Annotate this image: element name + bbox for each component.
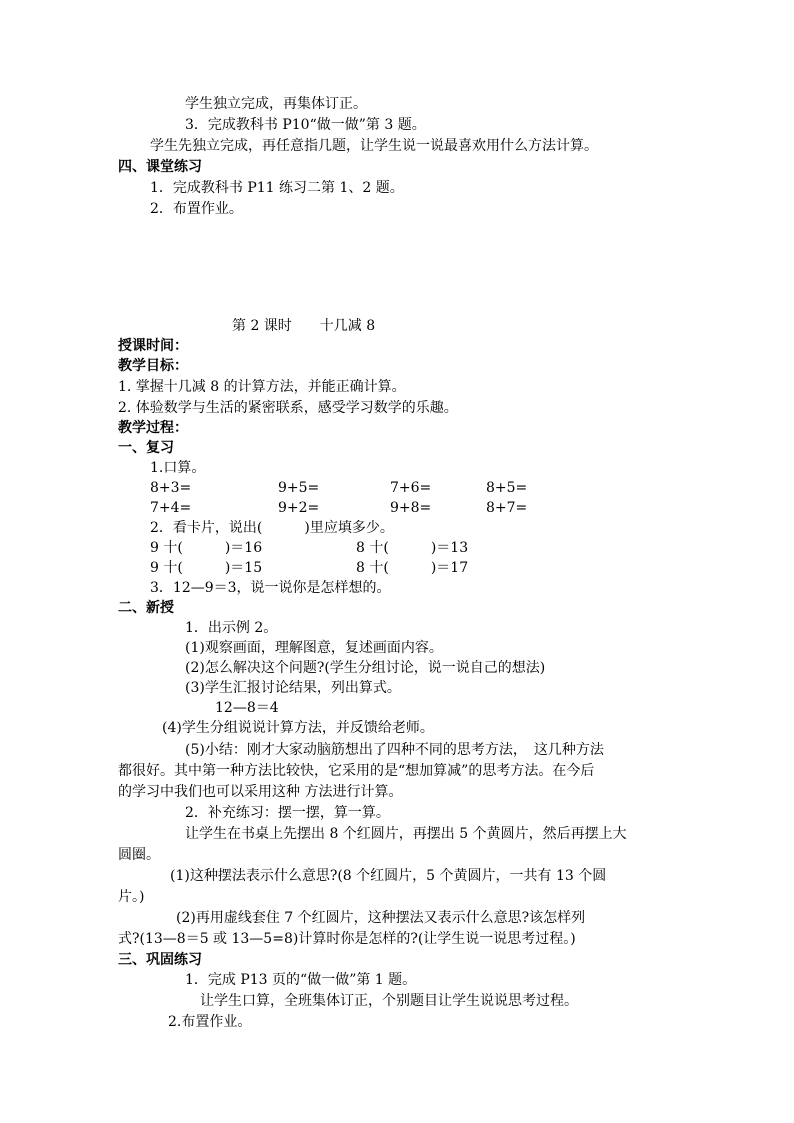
card-equation: 8 十( )＝17 [356, 560, 469, 576]
text-line: 1．出示例 2。 [185, 620, 278, 636]
text-line: (1)观察画面，理解图意，复述画面内容。 [185, 640, 443, 656]
text-line: 1.口算。 [150, 460, 206, 476]
section-heading: 四、课堂练习 [118, 159, 202, 175]
text-line: 的学习中我们也可以采用这种 方法进行计算。 [118, 784, 403, 800]
field-label: 教学目标： [118, 358, 188, 374]
text-line: (3)学生汇报讨论结果，列出算式。 [185, 680, 401, 696]
text-line: (1)这种摆法表示什么意思?(8 个红圆片，5 个黄圆片，一共有 13 个圆 [170, 868, 607, 884]
text-line: 1．完成 P13 页的“做一做”第 1 题。 [185, 972, 417, 988]
card-equation: 9 十( )＝15 [150, 560, 263, 576]
card-equation: 8 十( )＝13 [356, 540, 469, 556]
text-line: 2. 体验数学与生活的紧密联系，感受学习数学的乐趣。 [118, 400, 458, 416]
text-line: 1. 掌握十几减 8 的计算方法，并能正确计算。 [118, 379, 406, 395]
text-line: 2．布置作业。 [150, 201, 243, 217]
text-line: 2.布置作业。 [168, 1014, 252, 1030]
text-line: 1．完成教科书 P11 练习二第 1、2 题。 [150, 180, 404, 196]
text-line: (2)再用虚线套住 7 个红圆片，这种摆法又表示什么意思?该怎样列 [176, 910, 586, 926]
field-label: 授课时间： [118, 338, 188, 354]
text-line: 2．补充练习：摆一摆，算一算。 [185, 805, 390, 821]
calc-cell: 8+5= [486, 480, 528, 496]
equation: 12—8＝4 [215, 700, 279, 716]
calc-cell: 7+4= [150, 500, 192, 516]
text-line: 学生独立完成，再集体订正。 [185, 96, 367, 112]
text-line: 3．完成教科书 P10“做一做”第 3 题。 [185, 117, 426, 133]
text-line: 让学生口算，全班集体订正，个别题目让学生说说思考过程。 [200, 993, 578, 1009]
calc-cell: 7+6= [390, 480, 432, 496]
section-heading: 二、新授 [118, 600, 174, 616]
text-line: 都很好。其中第一种方法比较快，它采用的是“想加算减”的思考方法。在今后 [118, 763, 595, 779]
text-line: (4)学生分组说说计算方法，并反馈给老师。 [162, 720, 434, 736]
calc-cell: 9+8= [390, 500, 432, 516]
text-line: 片。) [118, 889, 145, 905]
text-line: 3．12—9＝3，说一说你是怎样想的。 [150, 580, 391, 596]
text-line: (2)怎么解决这个问题?(学生分组讨论，说一说自己的想法) [185, 660, 546, 676]
text-line: 式?(13—8＝5 或 13—5=8)计算时你是怎样的?(让学生说一说思考过程。) [118, 931, 576, 947]
lesson-title: 第 2 课时 十几减 8 [232, 318, 376, 334]
calc-cell: 8+3= [150, 480, 192, 496]
calc-cell: 9+5= [278, 480, 320, 496]
section-heading: 一、复习 [118, 440, 174, 456]
section-heading: 三、巩固练习 [118, 952, 202, 968]
calc-cell: 9+2= [278, 500, 320, 516]
text-line: 圆圈。 [118, 847, 160, 863]
card-equation: 9 十( )＝16 [150, 540, 263, 556]
field-label: 教学过程： [118, 420, 188, 436]
text-line: 学生先独立完成，再任意指几题，让学生说一说最喜欢用什么方法计算。 [150, 138, 598, 154]
text-line: 让学生在书桌上先摆出 8 个红圆片，再摆出 5 个黄圆片，然后再摆上大 [185, 826, 627, 842]
text-line: 2．看卡片，说出( )里应填多少。 [150, 520, 394, 536]
calc-cell: 8+7= [486, 500, 528, 516]
text-line: (5)小结：刚才大家动脑筋想出了四种不同的思考方法， 这几种方法 [185, 742, 604, 758]
